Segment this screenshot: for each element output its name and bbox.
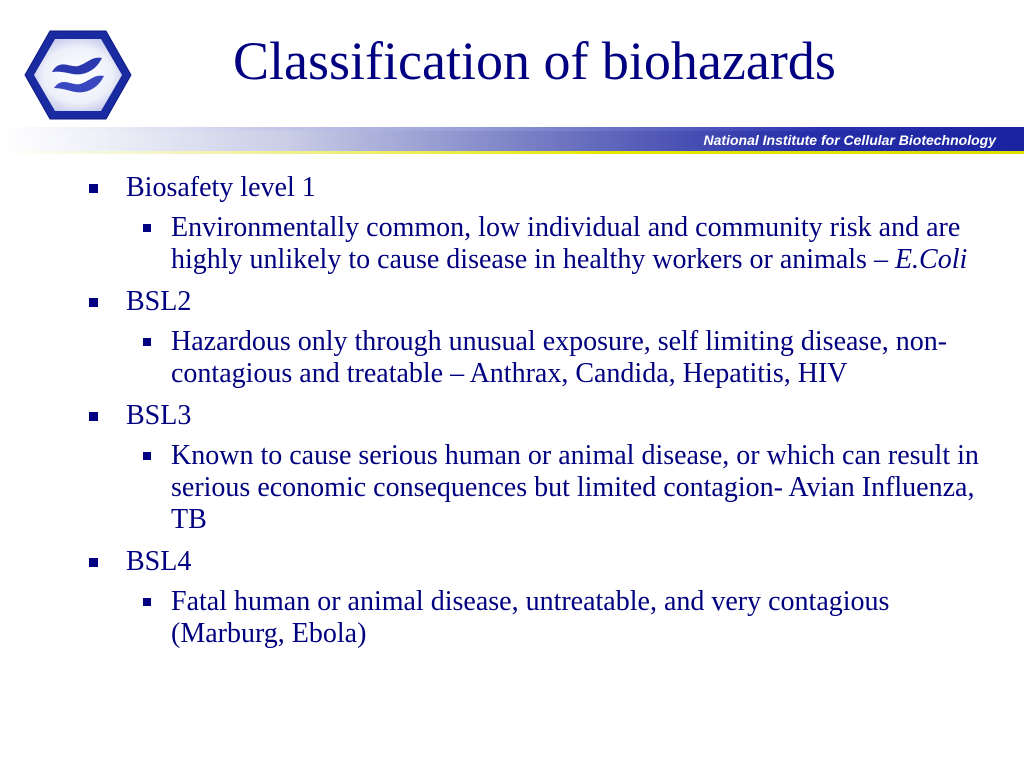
level2-bullet (131, 586, 996, 650)
level2-text: Hazardous only through unusual exposure, self limiting disease, non-contagious and treatable – Anthrax, Candida, Hepatitis, HIV (171, 326, 948, 389)
square-bullet-icon (89, 184, 98, 193)
banner (0, 127, 1024, 157)
square-bullet-icon (143, 452, 151, 460)
banner-accent-line (0, 151, 1024, 154)
level2-emphasis: E.Coli (894, 244, 968, 275)
level1-bullet (86, 286, 996, 318)
hexagon-wave-logo-icon (22, 28, 134, 122)
square-bullet-icon (89, 558, 98, 567)
level2-bullet (131, 326, 996, 390)
level1-label: BSL4 (126, 546, 192, 577)
page-title: Classification of biohazards (233, 31, 836, 91)
level1-bullet (86, 172, 996, 204)
list-item (86, 286, 996, 390)
institute-name: National Institute for Cellular Biotechnology (703, 132, 996, 148)
list-item (86, 546, 996, 650)
square-bullet-icon (143, 224, 151, 232)
level1-bullet (86, 400, 996, 432)
level1-bullet (86, 546, 996, 578)
square-bullet-icon (143, 598, 151, 606)
level2-text: Fatal human or animal disease, untreatable, and very contagious (Marburg, Ebola) (171, 586, 890, 649)
level1-label: Biosafety level 1 (126, 172, 316, 203)
list-item (86, 172, 996, 276)
level1-label: BSL3 (126, 400, 192, 431)
level2-text: Known to cause serious human or animal disease, or which can result in serious economic consequences but limited contagion- Avian Influenza, TB (171, 440, 979, 535)
square-bullet-icon (89, 298, 98, 307)
square-bullet-icon (143, 338, 151, 346)
list-item (86, 400, 996, 536)
level2-bullet (131, 212, 996, 276)
bullet-list (86, 172, 996, 660)
level2-bullet (131, 440, 996, 536)
level1-label: BSL2 (126, 286, 192, 317)
square-bullet-icon (89, 412, 98, 421)
level2-text: Environmentally common, low individual and community risk and are highly unlikely to cause disease in healthy workers or animals – (171, 212, 961, 275)
